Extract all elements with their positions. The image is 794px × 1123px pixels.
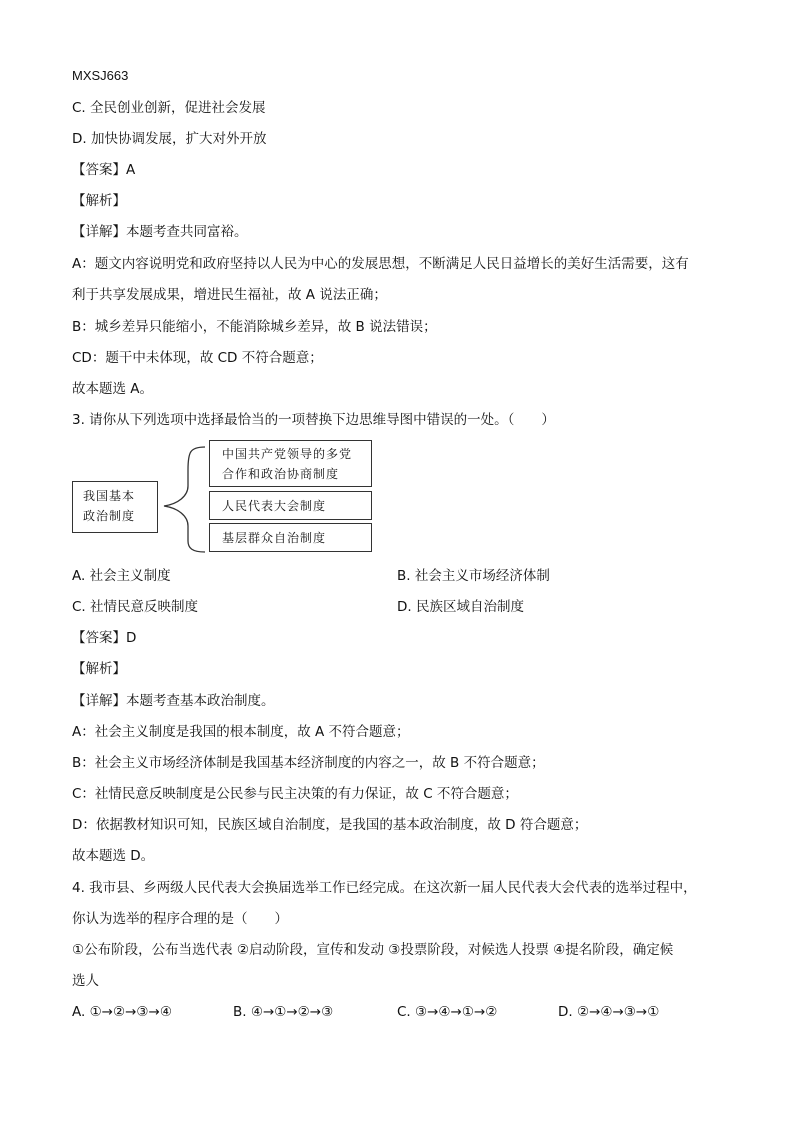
q4-option-a: A. ①→②→③→④ — [72, 1004, 172, 1020]
q3-explanation-b: B：社会主义市场经济体制是我国基本经济制度的内容之一，故 B 不符合题意； — [72, 755, 545, 771]
q4-items-line2: 选人 — [72, 973, 99, 989]
q2-conclusion: 故本题选 A。 — [72, 381, 154, 397]
mind-map-branch3-label: 基层群众自治制度 — [222, 531, 327, 545]
q3-analysis-label: 【解析】 — [72, 661, 126, 677]
q2-option-d: D. 加快协调发展，扩大对外开放 — [72, 131, 267, 147]
q2-explanation-a-line2: 利于共享发展成果，增进民生福祉，故 A 说法正确； — [72, 287, 387, 303]
q4-option-d: D. ②→④→③→① — [558, 1004, 660, 1020]
mind-map-branch1-line2: 合作和政治协商制度 — [222, 467, 340, 481]
q3-explanation-a: A：社会主义制度是我国的根本制度，故 A 不符合题意； — [72, 724, 410, 740]
q3-option-a: A. 社会主义制度 — [72, 568, 171, 584]
mind-map-root-line2: 政治制度 — [83, 509, 136, 523]
q3-detail: 【详解】本题考查基本政治制度。 — [72, 693, 275, 709]
q3-conclusion: 故本题选 D。 — [72, 848, 155, 864]
q3-option-d: D. 民族区域自治制度 — [397, 599, 524, 615]
q3-option-b: B. 社会主义市场经济体制 — [397, 568, 550, 584]
q4-stem-line1: 4. 我市县、乡两级人民代表大会换届选举工作已经完成。在这次新一届人民代表大会代表的选举过程中， — [72, 880, 697, 896]
mind-map-branch-cppcc — [209, 440, 372, 487]
q3-answer: 【答案】D — [72, 630, 137, 646]
q4-items-line1: ①公布阶段，公布当选代表 ②启动阶段，宣传和发动 ③投票阶段，对候选人投票 ④提名阶段，确定候 — [72, 942, 674, 958]
q2-explanation-b: B：城乡差异只能缩小，不能消除城乡差异，故 B 说法错误； — [72, 319, 437, 335]
document-code: MXSJ663 — [72, 68, 129, 83]
q4-stem-line2: 你认为选举的程序合理的是（ ） — [72, 911, 288, 927]
mind-map-branch-grassroots — [209, 523, 372, 552]
q3-explanation-c: C：社情民意反映制度是公民参与民主决策的有力保证，故 C 不符合题意； — [72, 786, 518, 802]
q3-stem: 3. 请你从下列选项中选择最恰当的一项替换下边思维导图中错误的一处。（ ） — [72, 412, 555, 428]
q3-explanation-d: D：依据教材知识可知，民族区域自治制度，是我国的基本政治制度，故 D 符合题意； — [72, 817, 588, 833]
q2-option-c: C. 全民创业创新，促进社会发展 — [72, 100, 266, 116]
q2-analysis-label: 【解析】 — [72, 193, 126, 209]
mind-map-branch2-label: 人民代表大会制度 — [222, 499, 327, 513]
q3-option-c: C. 社情民意反映制度 — [72, 599, 199, 615]
q2-answer: 【答案】A — [72, 162, 136, 178]
q4-option-c: C. ③→④→①→② — [397, 1004, 498, 1020]
mind-map-root-line1: 我国基本 — [83, 489, 136, 503]
q4-option-b: B. ④→①→②→③ — [233, 1004, 334, 1020]
mind-map-branch-npc — [209, 491, 372, 520]
q2-detail: 【详解】本题考查共同富裕。 — [72, 224, 248, 240]
mind-map-branch1-line1: 中国共产党领导的多党 — [222, 447, 353, 461]
q2-explanation-a-line1: A：题文内容说明党和政府坚持以人民为中心的发展思想，不断满足人民日益增长的美好生活需要，这有 — [72, 256, 689, 272]
q2-explanation-cd: CD：题干中未体现，故 CD 不符合题意； — [72, 350, 323, 366]
